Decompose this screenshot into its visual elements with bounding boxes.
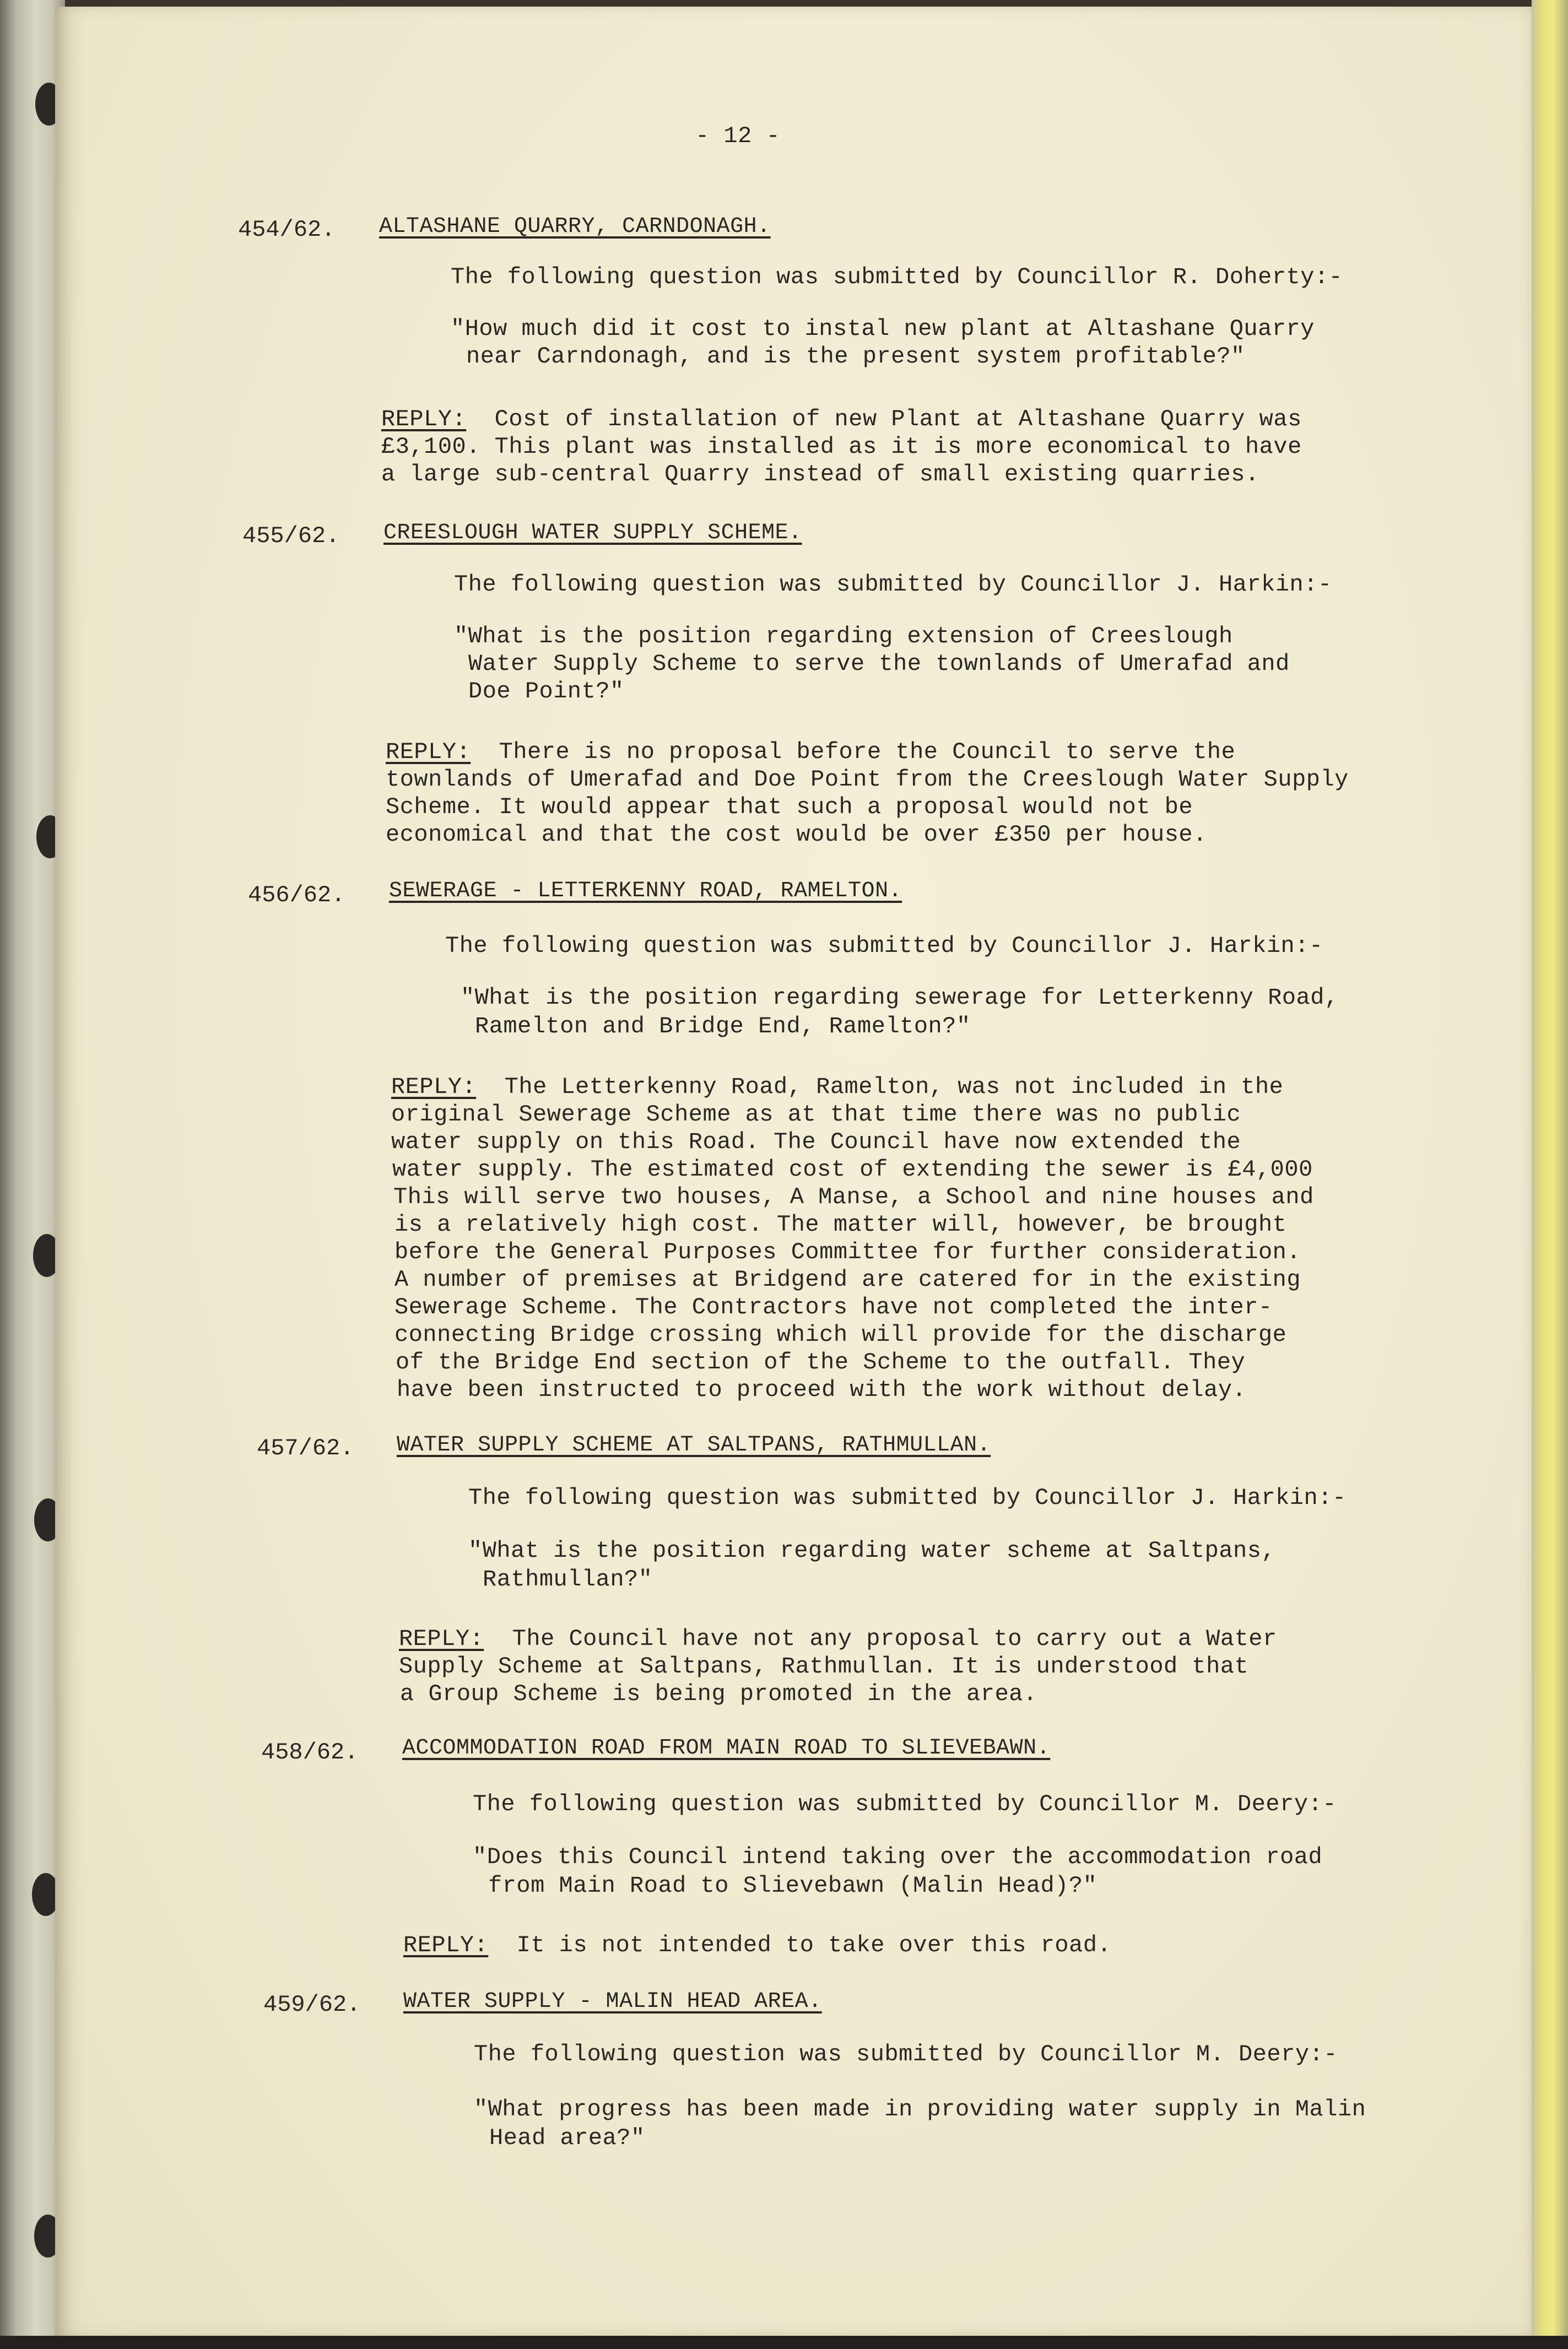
reply-line	[403, 1931, 1111, 1960]
reply-text: townlands of Umerafad and Doe Point from the Creeslough Water Supply	[386, 766, 1349, 793]
question-intro: The following question was submitted by Councillor J. Harkin:-	[445, 933, 1323, 959]
question-text: "What is the position regarding extension of Creeslough	[454, 623, 1233, 650]
item-heading: WATER SUPPLY - MALIN HEAD AREA.	[403, 1989, 822, 2014]
reply-label: REPLY:	[391, 1074, 477, 1100]
reply-text: Cost of installation of new Plant at Altashane Quarry was	[494, 406, 1302, 432]
reply-text: A number of premises at Bridgend are catered for in the existing	[394, 1266, 1301, 1293]
reply-text: There is no proposal before the Council to serve the	[499, 739, 1236, 765]
reply-text: Sewerage Scheme. The Contractors have not completed the inter-	[394, 1294, 1273, 1320]
item-heading: WATER SUPPLY SCHEME AT SALTPANS, RATHMULLAN.	[397, 1433, 991, 1458]
item-number: 459/62.	[263, 1991, 361, 2018]
reply-text: before the General Purposes Committee for further consideration.	[394, 1239, 1301, 1265]
question-intro: The following question was submitted by Councillor J. Harkin:-	[468, 1485, 1347, 1511]
reply-label: REPLY:	[381, 406, 467, 432]
reply-text: The Letterkenny Road, Ramelton, was not included in the	[504, 1074, 1284, 1100]
item-number: 456/62.	[248, 882, 345, 908]
reply-text: It is not intended to take over this road.	[516, 1932, 1112, 1958]
reply-text: original Sewerage Scheme as at that time there was no public	[391, 1101, 1241, 1128]
page-number: - 12 -	[695, 123, 781, 149]
reply-text: connecting Bridge crossing which will provide for the discharge	[394, 1322, 1287, 1348]
question-intro: The following question was submitted by Councillor J. Harkin:-	[454, 571, 1332, 598]
question-text: Ramelton and Bridge End, Ramelton?"	[475, 1013, 971, 1040]
item-number: 455/62.	[242, 523, 340, 549]
question-text: "What progress has been made in providing water supply in Malin	[474, 2096, 1366, 2123]
reply-line	[399, 1625, 1277, 1653]
item-heading: CREESLOUGH WATER SUPPLY SCHEME.	[383, 521, 802, 545]
reply-text: a large sub-central Quarry instead of small existing quarries.	[381, 461, 1259, 488]
reply-text: This will serve two houses, A Manse, a School and nine houses and	[393, 1184, 1314, 1210]
reply-text: Scheme. It would appear that such a proposal would not be	[386, 794, 1193, 820]
bottom-edge	[0, 2336, 1568, 2349]
question-text: "Does this Council intend taking over the accommodation road	[473, 1844, 1323, 1870]
reply-text: is a relatively high cost. The matter will, however, be brought	[394, 1211, 1287, 1238]
question-text: near Carndonagh, and is the present system profitable?"	[466, 343, 1245, 370]
item-heading: ALTASHANE QUARRY, CARNDONAGH.	[379, 214, 771, 239]
reply-line	[381, 405, 1302, 434]
question-text: "How much did it cost to instal new plant at Altashane Quarry	[451, 316, 1315, 342]
reply-text: water supply on this Road. The Council have now extended the	[391, 1129, 1241, 1155]
reply-text: of the Bridge End section of the Scheme to the outfall. They	[396, 1349, 1246, 1376]
item-number: 454/62.	[238, 217, 336, 243]
reply-text: Supply Scheme at Saltpans, Rathmullan. It is understood that	[399, 1653, 1249, 1680]
question-text: Water Supply Scheme to serve the townlands of Umerafad and	[468, 651, 1290, 677]
question-text: Head area?"	[489, 2125, 645, 2151]
question-intro: The following question was submitted by Councillor M. Deery:-	[474, 2041, 1338, 2067]
question-text: "What is the position regarding water scheme at Saltpans,	[468, 1538, 1276, 1564]
page-edge	[1532, 0, 1568, 2349]
item-number: 458/62.	[261, 1739, 359, 1766]
item-number: 457/62.	[257, 1435, 354, 1462]
reply-text: water supply. The estimated cost of extending the sewer is £4,000	[392, 1156, 1313, 1183]
reply-line	[386, 738, 1235, 766]
reply-label: REPLY:	[399, 1626, 484, 1652]
reply-label: REPLY:	[403, 1932, 489, 1958]
item-heading: ACCOMMODATION ROAD FROM MAIN ROAD TO SLIEVEBAWN.	[402, 1736, 1051, 1761]
reply-text: economical and that the cost would be over £350 per house.	[386, 821, 1207, 848]
question-intro: The following question was submitted by Councillor M. Deery:-	[473, 1791, 1337, 1817]
question-intro: The following question was submitted by Councillor R. Doherty:-	[451, 264, 1343, 290]
question-text: Rathmullan?"	[483, 1566, 653, 1593]
reply-label: REPLY:	[386, 739, 471, 765]
reply-text: The Council have not any proposal to carry out a Water	[512, 1626, 1277, 1652]
item-heading: SEWERAGE - LETTERKENNY ROAD, RAMELTON.	[389, 879, 902, 903]
question-text: "What is the position regarding sewerage for Letterkenny Road,	[461, 984, 1339, 1011]
question-text: Doe Point?"	[468, 678, 624, 705]
reply-line	[391, 1073, 1283, 1101]
reply-text: £3,100. This plant was installed as it is more economical to have	[381, 434, 1302, 460]
reply-text: a Group Scheme is being promoted in the area.	[400, 1681, 1037, 1707]
question-text: from Main Road to Slievebawn (Malin Head)?"	[488, 1872, 1097, 1899]
reply-text: have been instructed to proceed with the work without delay.	[397, 1377, 1247, 1403]
